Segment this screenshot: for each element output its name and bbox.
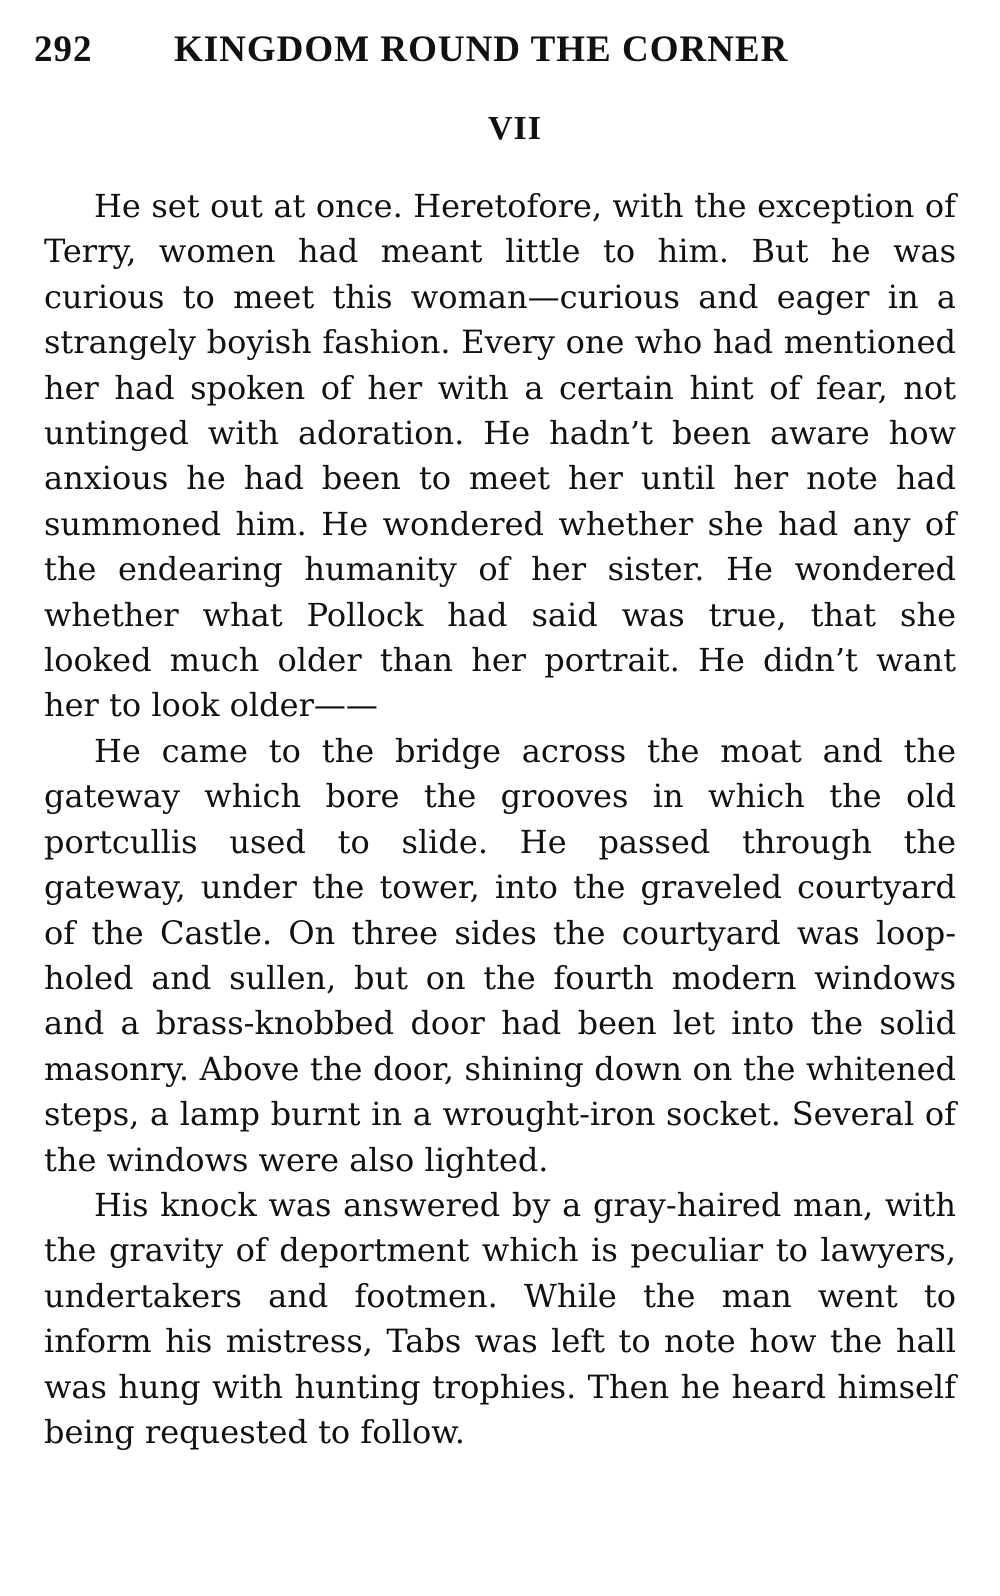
- running-head: [28, 28, 888, 78]
- body-text: [44, 184, 956, 1455]
- paragraph: He set out at once. Heretofore, with the exception of Terry, women had meant little to him. But he was curious to meet this woman—curious and eager in a strangely boyish fashion. Every one who had mentioned her had spoken of her with a certain hint of fear, not untinged with adoration. He hadn’t been aware how anxious he had been to meet her until her note had summoned him. He wondered whether she had any of the endearing humanity of her sister. He wondered whether what Pollock had said was true, that she looked much older than her portrait. He didn’t want her to look older——: [44, 187, 956, 725]
- chapter-section-heading: VII: [487, 110, 543, 147]
- running-title: KINGDOM ROUND THE CORNER: [174, 29, 789, 70]
- paragraph: His knock was answered by a gray-haired man, with the gravity of deportment which is peculiar to lawyers, undertakers and footmen. While the man went to inform his mistress, Tabs was left to note how the hall was hung with hunting trophies. Then he heard himself being requested to follow.: [44, 1185, 956, 1451]
- paragraph: He came to the bridge across the moat and the gateway which bore the grooves in which the old portcullis used to slide. He passed through the gateway, under the tower, into the graveled courtyard of the Castle. On three sides the courtyard was loop-holed and sullen, but on the fourth modern windows and a brass-knobbed door had been let into the solid masonry. Above the door, shining down on the whitened steps, a lamp burnt in a wrought-iron socket. Several of the windows were also lighted.: [44, 731, 956, 1179]
- page-number: 292: [34, 29, 93, 70]
